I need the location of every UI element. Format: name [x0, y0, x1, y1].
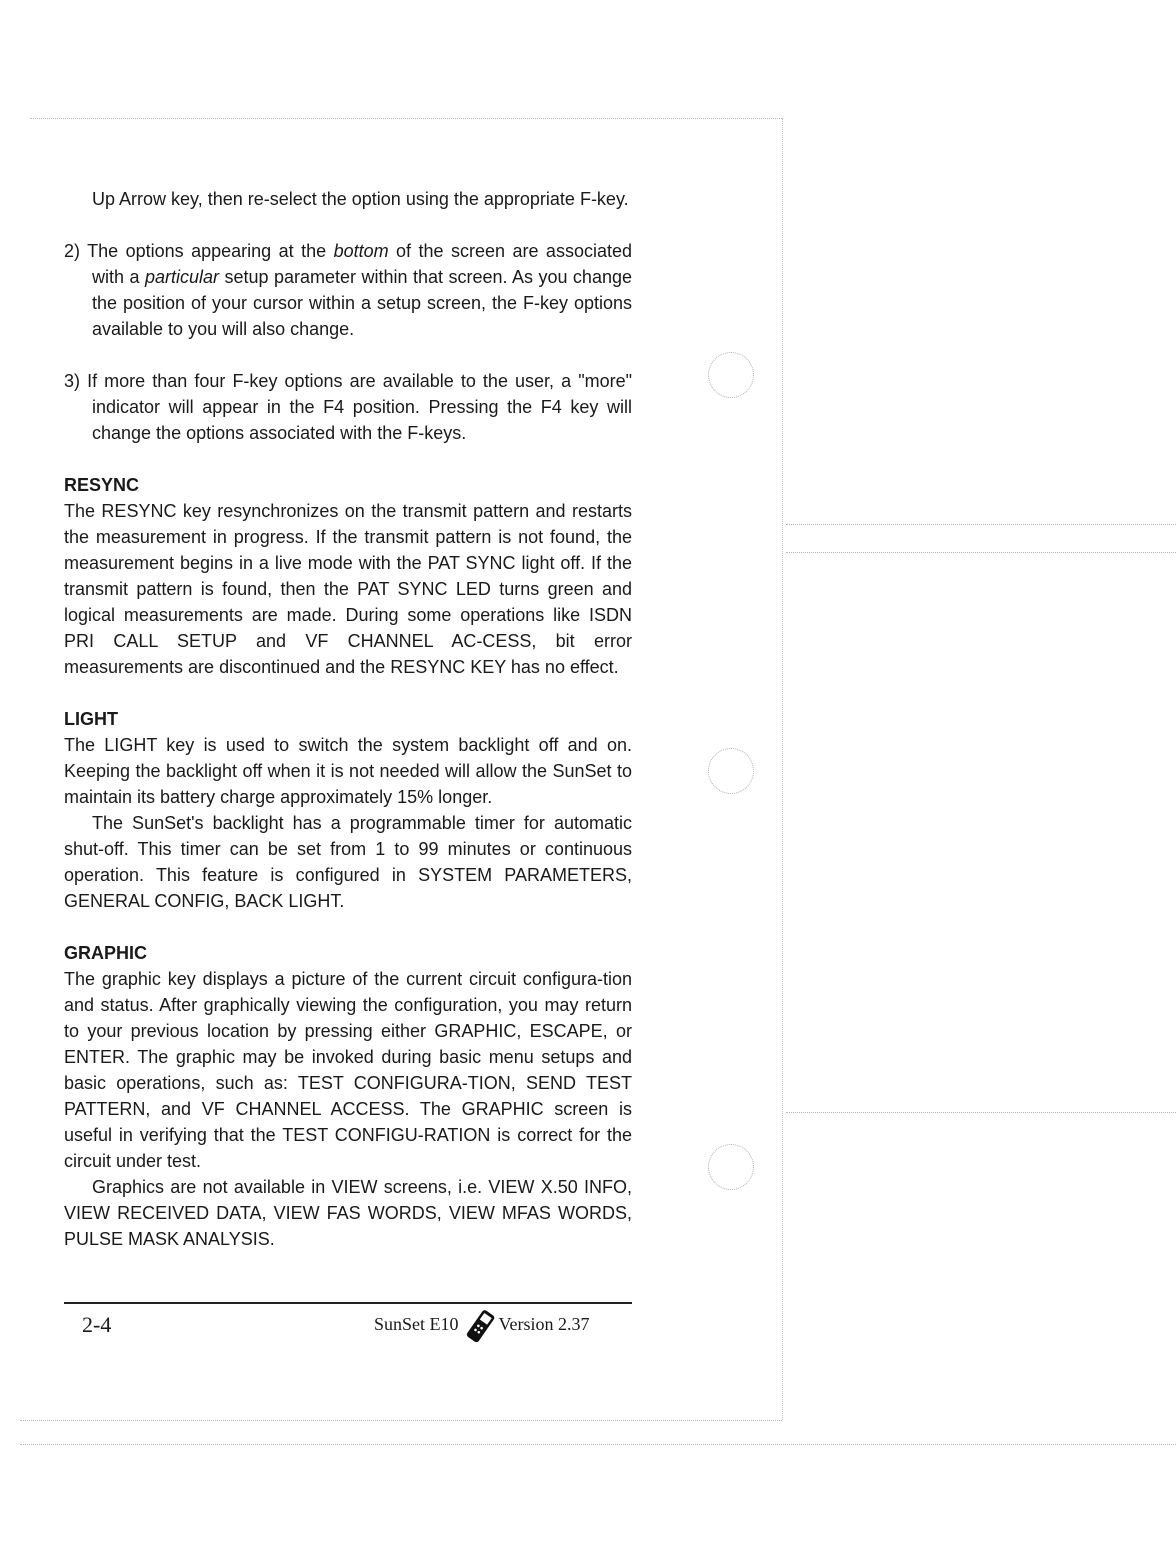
top-crop-line — [30, 118, 782, 119]
resync-paragraph: The RESYNC key resynchronizes on the transmit pattern and restarts the measurement in progress. If the transmit pattern is not found, the measurement begins in a live mode with the PAT SYNC light off. If the transmit pattern is found, then the PAT SYNC LED turns green and logical measurements are made. During some operations like ISDN PRI CALL SETUP and VF CHANNEL AC-CESS, bit error measurements are discontinued and the RESYNC KEY has no effect. — [64, 501, 632, 677]
margin-line-2 — [786, 552, 1176, 553]
footer-rule — [64, 1302, 632, 1304]
page-body — [64, 186, 632, 1252]
binder-hole-2 — [708, 748, 754, 794]
graphic-paragraph-1: The graphic key displays a picture of the current circuit configura-tion and status. After graphically viewing the configuration, you may return to your previous location by pressing either GRAPHIC, ESCAPE, or ENTER. The graphic may be invoked during basic menu setups and basic operations, such as: TEST CONFIGURA-TION, SEND TEST PATTERN, and VF CHANNEL ACCESS. The GRAPHIC screen is useful in verifying that the TEST CONFIGU-RATION is correct for the circuit under test. — [64, 969, 632, 1171]
binder-hole-3 — [708, 1144, 754, 1190]
list-item-3: 3) If more than four F-key options are available to the user, a "more" indicator will appear in the F4 position. Pressing the F4 key will change the options associated with the F-keys. — [64, 371, 632, 443]
footer-product-name: SunSet E10 — [374, 1314, 459, 1334]
light-paragraph-1: The LIGHT key is used to switch the system backlight off and on. Keeping the backlight off when it is not needed will allow the SunSet to maintain its battery charge approximately 15% longer. — [64, 735, 632, 807]
list-item-2 — [64, 238, 632, 342]
fkey-continuation-paragraph: Up Arrow key, then re-select the option using the appropriate F-key. — [92, 189, 629, 209]
list-item-2-text-c: setup parameter within that screen. As you change the position of your cursor within a setup screen, the F-key options available to you will also change. — [92, 267, 632, 339]
section-heading-resync: RESYNC — [64, 475, 140, 495]
list-item-2-emphasis-2: particular — [144, 267, 219, 287]
margin-line-1 — [786, 524, 1176, 525]
section-heading-graphic: GRAPHIC — [64, 943, 148, 963]
list-item-2-emphasis: bottom — [333, 241, 389, 261]
footer-version: Version 2.37 — [498, 1314, 590, 1334]
sunset-handset-logo-icon — [463, 1308, 497, 1346]
right-crop-line — [782, 118, 783, 1420]
list-item-2-text-a: 2) The options appearing at the — [64, 241, 334, 261]
margin-line-3 — [786, 1112, 1176, 1113]
footer-product — [374, 1314, 590, 1346]
light-paragraph-2: The SunSet's backlight has a programmable timer for automatic shut-off. This timer can be set from 1 to 99 minutes or continuous operation. This feature is configured in SYSTEM PARAMETERS, GENERAL CONFIG, BACK LIGHT. — [64, 813, 632, 911]
page-edge-line — [20, 1444, 1176, 1445]
graphic-paragraph-2: Graphics are not available in VIEW screens, i.e. VIEW X.50 INFO, VIEW RECEIVED DATA, VIEW FAS WORDS, VIEW MFAS WORDS, PULSE MASK ANALYSIS. — [64, 1177, 632, 1249]
page-number: 2-4 — [82, 1312, 112, 1337]
list-item-2-text-b: of the screen are associated with a — [92, 241, 632, 287]
section-heading-light: LIGHT — [64, 709, 118, 729]
binder-hole-1 — [708, 352, 754, 398]
bottom-crop-line — [20, 1420, 782, 1421]
